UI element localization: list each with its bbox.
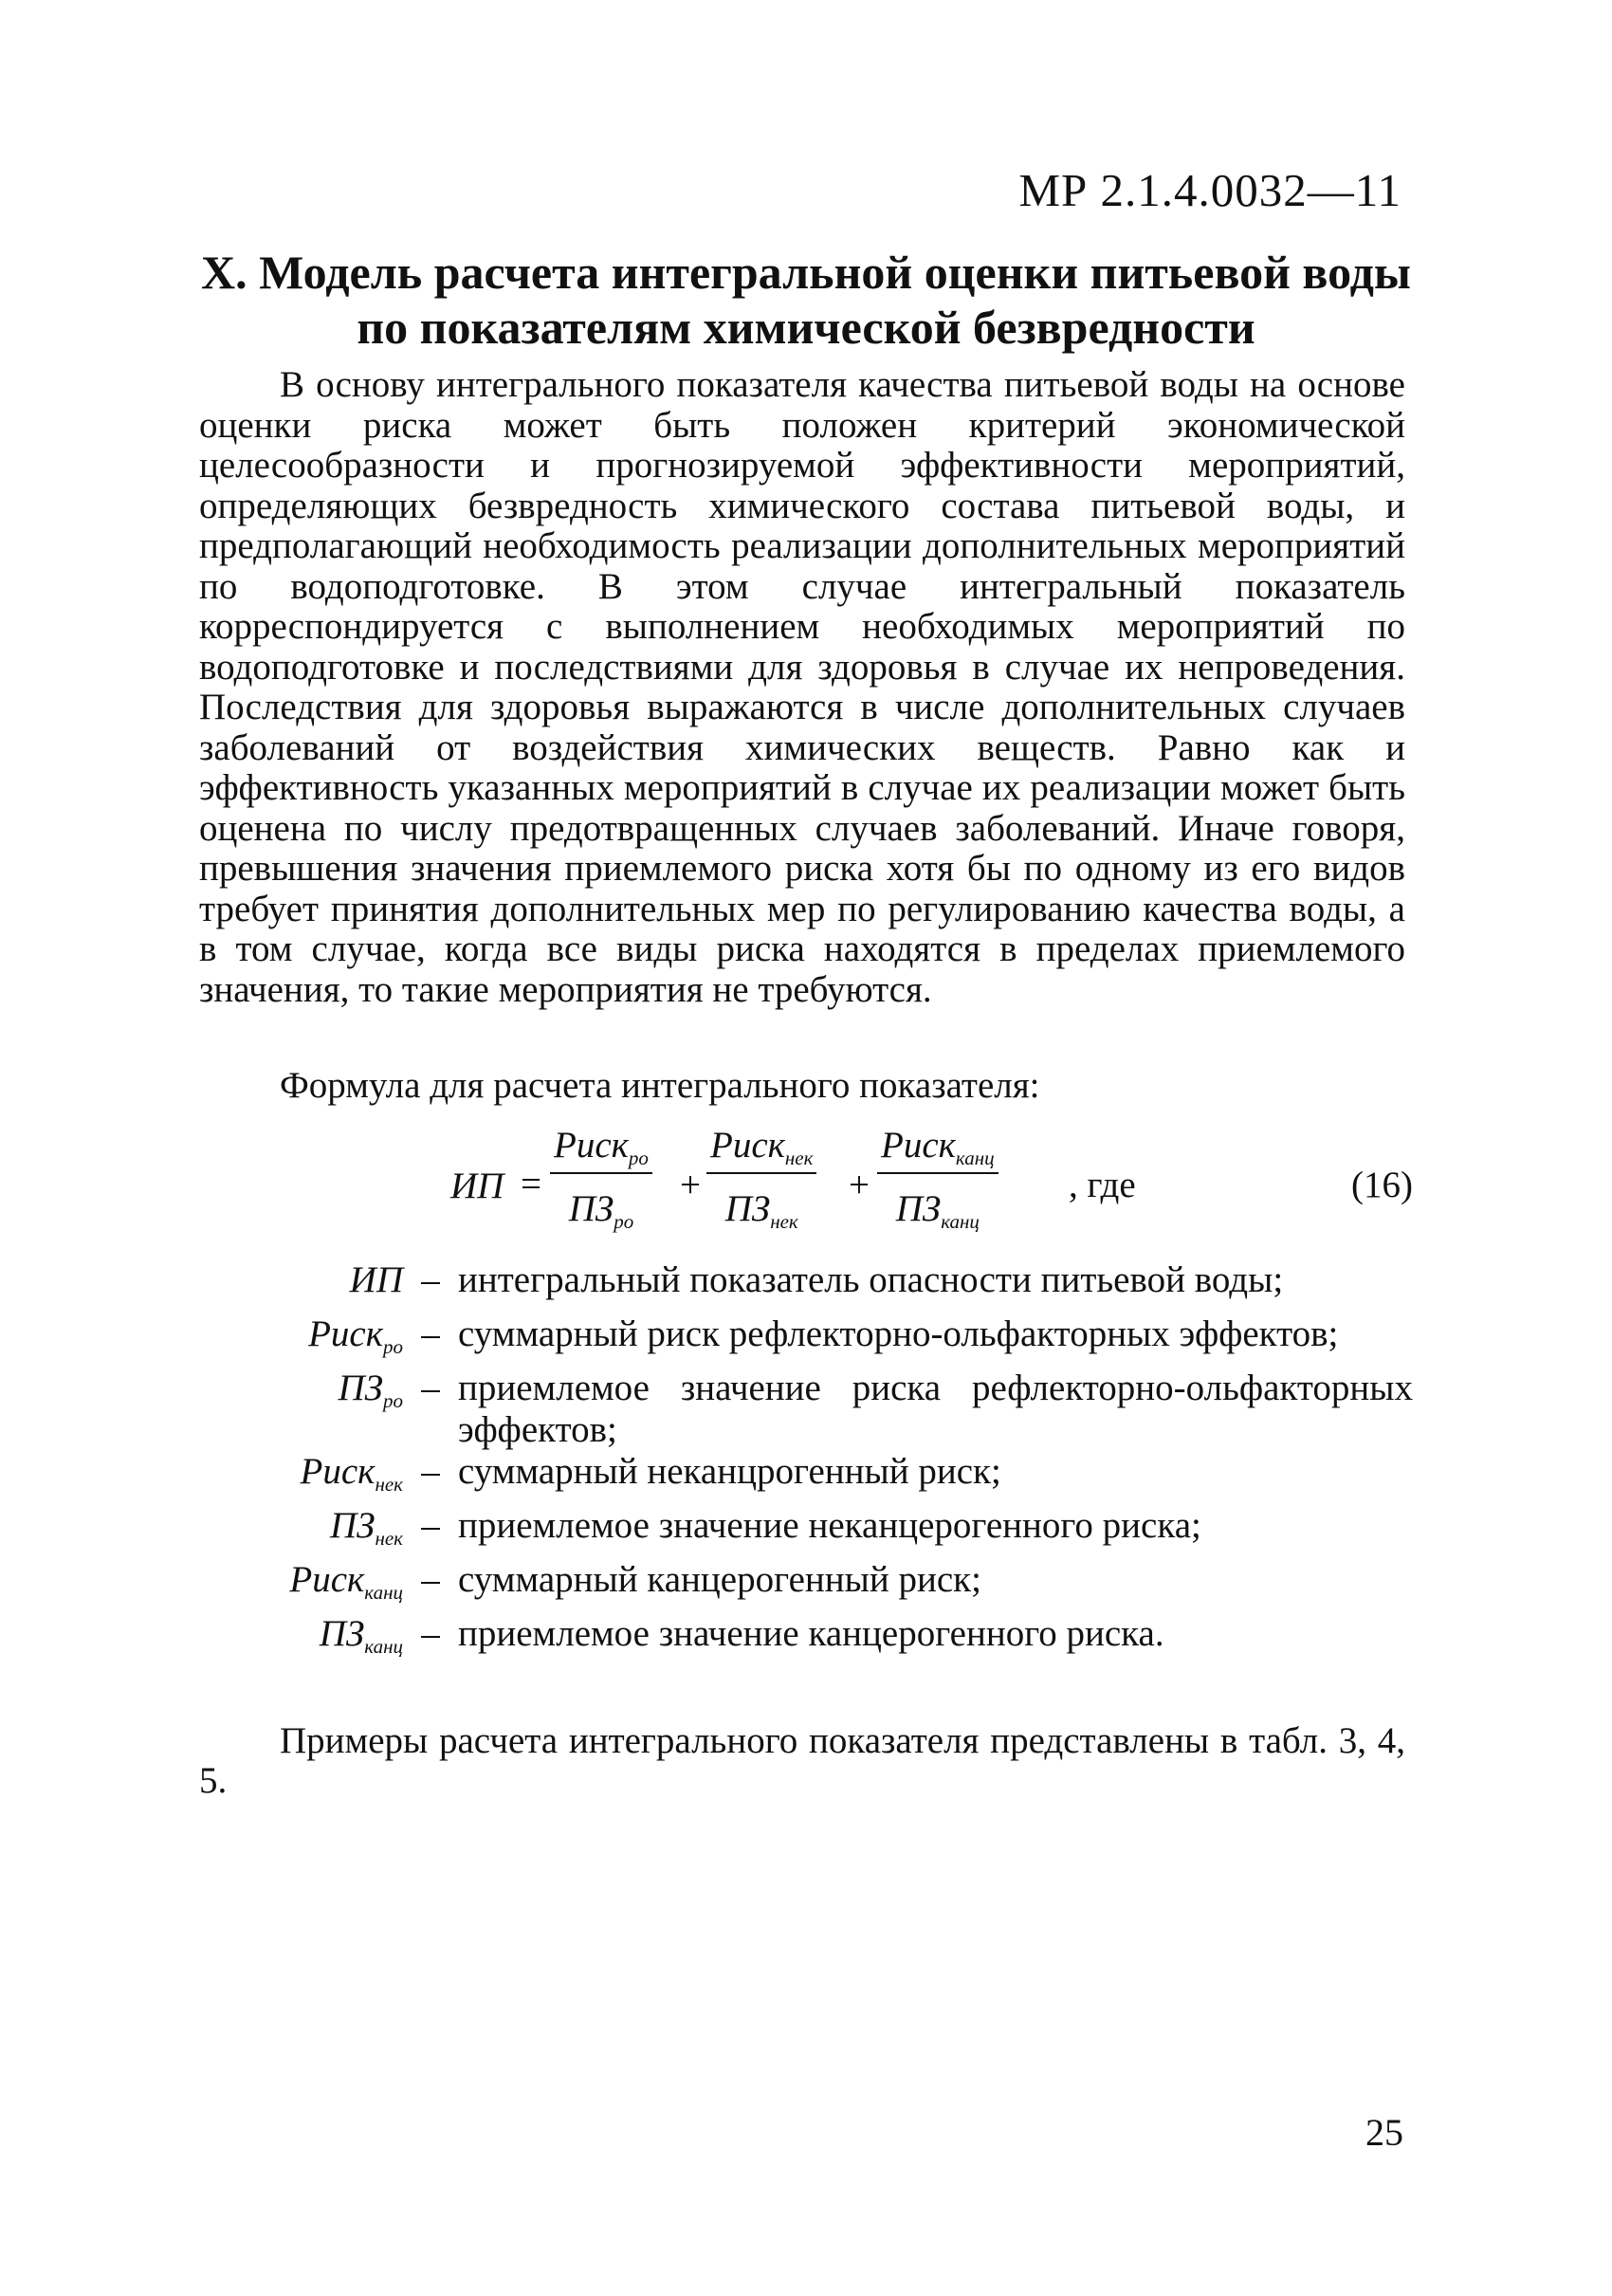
fraction-denominator bbox=[706, 1187, 816, 1234]
section-title-line-1: X. Модель расчета интегральной оценки питьевой воды bbox=[201, 246, 1411, 299]
equation-number: (16) bbox=[1351, 1165, 1413, 1205]
definition-row bbox=[242, 1505, 1413, 1559]
definition-description: приемлемое значение риска рефлекторно-ольфакторных эффектов; bbox=[458, 1368, 1413, 1450]
term-text: Риск bbox=[308, 1313, 383, 1354]
definition-row bbox=[242, 1451, 1413, 1505]
definition-row bbox=[242, 1559, 1413, 1613]
denominator-subscript: нек bbox=[770, 1210, 798, 1233]
denominator-subscript: ро bbox=[614, 1210, 634, 1233]
term-text: Риск bbox=[300, 1451, 376, 1492]
numerator-text: Риск bbox=[881, 1125, 956, 1166]
term-text: ИП bbox=[349, 1259, 403, 1300]
fraction-denominator bbox=[550, 1187, 652, 1234]
definition-dash: – bbox=[421, 1259, 440, 1300]
term-subscript: канц bbox=[364, 1635, 403, 1658]
definition-row bbox=[242, 1368, 1413, 1451]
section-title bbox=[190, 245, 1422, 355]
fraction-bar bbox=[550, 1172, 652, 1174]
definition-term bbox=[242, 1559, 403, 1613]
denominator-subscript: канц bbox=[941, 1210, 980, 1233]
fraction-nek bbox=[706, 1124, 816, 1234]
formula-plus: + bbox=[849, 1165, 870, 1205]
term-text: ПЗ bbox=[329, 1505, 376, 1546]
term-subscript: нек bbox=[375, 1527, 403, 1550]
definition-dash: – bbox=[421, 1505, 440, 1546]
paragraph: В основу интегрального показателя качества питьевой воды на основе оценки риска может быть положен критерий экономической целесообразности и прогнозируемой эффективности мероприятий, определяющих безвредность химического состава питьевой воды, и предполагающий необходимость реализации дополнительных мероприятий по водоподготовке. В этом случае интегральный показатель корреспондируется с выполнением необходимых мероприятий по водоподготовке и последствиями для здоровья в случае их непроведения. Последствия для здоровья выражаются в числе дополнительных случаев заболеваний от воздействия химических веществ. Равно как и эффективность указанных мероприятий в случае их реализации может быть оценена по числу предотвращенных случаев заболеваний. Иначе говоря, превышения значения приемлемого риска хотя бы по одному из его видов требует принятия дополнительных мер по регулированию качества воды, а в том случае, когда все виды риска находятся в пределах приемлемого значения, то такие мероприятия не требуются. bbox=[199, 364, 1405, 1010]
term-text: ПЗ bbox=[319, 1613, 365, 1654]
definition-description: приемлемое значение канцерогенного риска. bbox=[458, 1613, 1164, 1654]
formula-16 bbox=[431, 1124, 1413, 1247]
numerator-subscript: канц bbox=[955, 1147, 995, 1169]
term-subscript: ро bbox=[383, 1389, 403, 1412]
term-subscript: ро bbox=[383, 1335, 403, 1358]
formula-lhs: ИП bbox=[450, 1166, 504, 1206]
fraction-numerator bbox=[706, 1124, 816, 1170]
definition-dash: – bbox=[421, 1368, 440, 1408]
numerator-text: Риск bbox=[710, 1125, 785, 1166]
fraction-numerator bbox=[550, 1124, 652, 1170]
numerator-subscript: ро bbox=[628, 1147, 649, 1169]
fraction-bar bbox=[877, 1172, 998, 1174]
examples-note bbox=[199, 1721, 1405, 1801]
definition-term bbox=[242, 1505, 403, 1559]
definition-dash: – bbox=[421, 1613, 440, 1654]
definition-term bbox=[242, 1259, 403, 1313]
term-text: Риск bbox=[289, 1559, 365, 1600]
page-number: 25 bbox=[1365, 2111, 1403, 2154]
fraction-kanc bbox=[877, 1124, 998, 1234]
term-subscript: нек bbox=[375, 1473, 403, 1496]
definition-row bbox=[242, 1259, 1413, 1313]
term-text: ПЗ bbox=[338, 1368, 383, 1408]
definition-description: суммарный риск рефлекторно-ольфакторных эффектов; bbox=[458, 1313, 1339, 1354]
definition-description: приемлемое значение неканцерогенного риска; bbox=[458, 1505, 1201, 1546]
denominator-text: ПЗ bbox=[724, 1188, 771, 1229]
definition-row bbox=[242, 1613, 1413, 1667]
formula-plus: + bbox=[680, 1165, 701, 1205]
definition-description: интегральный показатель опасности питьевой воды; bbox=[458, 1259, 1284, 1300]
fraction-bar bbox=[706, 1172, 816, 1174]
formula-equals: = bbox=[521, 1164, 541, 1204]
definition-dash: – bbox=[421, 1313, 440, 1354]
numerator-text: Риск bbox=[554, 1125, 629, 1166]
term-subscript: канц bbox=[364, 1581, 403, 1604]
formula-intro: Формула для расчета интегрального показателя: bbox=[280, 1065, 1040, 1106]
denominator-text: ПЗ bbox=[895, 1188, 942, 1229]
definition-term bbox=[242, 1451, 403, 1505]
definition-term bbox=[242, 1613, 403, 1667]
definition-description: суммарный неканцрогенный риск; bbox=[458, 1451, 1001, 1492]
fraction-ro bbox=[550, 1124, 652, 1234]
formula-where: , где bbox=[1069, 1165, 1136, 1205]
fraction-numerator bbox=[877, 1124, 998, 1170]
section-title-line-2: по показателям химической безвредности bbox=[357, 301, 1255, 354]
definition-dash: – bbox=[421, 1559, 440, 1600]
document-code: МР 2.1.4.0032—11 bbox=[1018, 164, 1401, 216]
body-text bbox=[199, 365, 1405, 1010]
fraction-denominator bbox=[877, 1187, 998, 1234]
definitions-list bbox=[242, 1259, 1413, 1667]
definition-term bbox=[242, 1368, 403, 1422]
definition-row bbox=[242, 1313, 1413, 1368]
definition-description: суммарный канцерогенный риск; bbox=[458, 1559, 981, 1600]
numerator-subscript: нек bbox=[784, 1147, 814, 1169]
definition-dash: – bbox=[421, 1451, 440, 1492]
denominator-text: ПЗ bbox=[568, 1188, 614, 1229]
definition-term bbox=[242, 1313, 403, 1368]
examples-paragraph: Примеры расчета интегрального показателя представлены в табл. 3, 4, 5. bbox=[199, 1720, 1405, 1801]
